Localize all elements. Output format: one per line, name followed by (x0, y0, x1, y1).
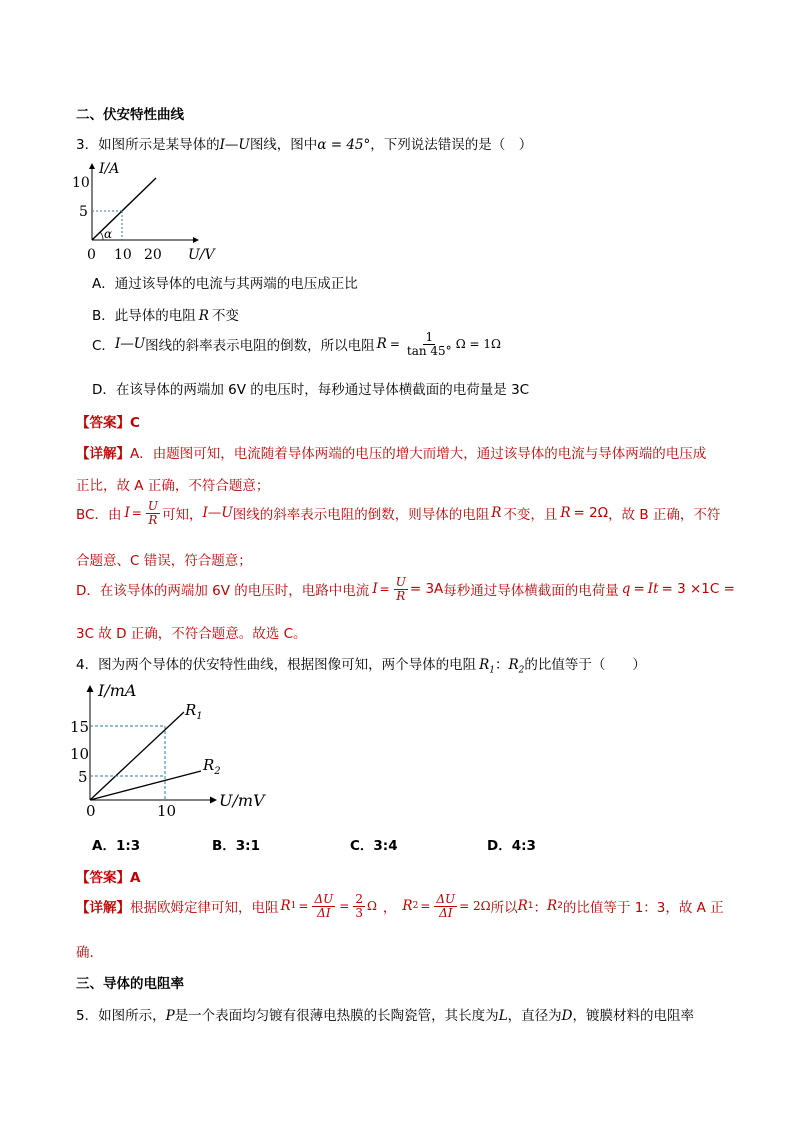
q4-detail1-R2: R (402, 898, 413, 915)
q3-detail-text1: A．由题图可知，电流随着导体两端的电压的增大而增大，通过该导体的电流与导体两端的电压成 (130, 446, 707, 462)
q3-detail5-num: U (395, 575, 406, 589)
q4-y-label: I/mA (98, 681, 137, 700)
q3-x-tick-20: 20 (144, 247, 162, 263)
q3-detail-line2: 正比，故 A 正确，不符合题意； (76, 478, 270, 494)
q4-detail1-comma: ， (382, 900, 397, 917)
q5-stem-mid2: ，直径为 (507, 1008, 562, 1024)
q3-detail5-eq2: = (633, 581, 645, 598)
q3-detail3-post: ，故 B 正确，不符 (608, 507, 721, 524)
q3-detail5-pre: D．在该导体的两端加 6V 的电压时，电路中电流 (76, 583, 370, 600)
q3-angle-arc (100, 232, 103, 240)
q3-option-c-iu: I—U (114, 336, 146, 353)
q4-answer-value: A (130, 870, 141, 886)
q4-detail1-n: 2 (355, 892, 363, 906)
q4-detail1-colon: ： (533, 900, 548, 917)
q4-stem-colon: ： (495, 657, 509, 673)
q3-detail5-mid: 每秒通过导体横截面的电荷量 (443, 583, 619, 600)
q5-stem-post: ，镀膜材料的电阻率 (572, 1008, 694, 1024)
q3-detail3-num: U (147, 499, 158, 513)
section-title-2: 二、伏安特性曲线 (76, 107, 184, 123)
q3-option-c-R: R (376, 336, 387, 353)
q4-detail1-mid: 所以 (490, 900, 518, 917)
q4-r1-line (90, 712, 184, 800)
q4-detail1-R1b-sub: 1 (527, 901, 534, 912)
q3-y-tick-5: 5 (79, 204, 88, 220)
q3-detail5-val: = 3A (409, 581, 444, 598)
q3-detail3-iu: I—U (202, 505, 233, 522)
q3-detail3-pre: BC．由 (76, 507, 122, 524)
q3-detail-line4: 合题意、C 错误，符合题意； (76, 553, 252, 569)
q5-stem-pre: 5．如图所示， (76, 1008, 166, 1024)
q3-option-c-mid: 图线的斜率表示电阻的倒数，所以电阻 (145, 338, 375, 355)
q3-detail5-q: q (621, 581, 631, 598)
q3-detail5-post: = 3 ×1C = (661, 581, 735, 598)
q4-option-d: D．4:3 (487, 838, 536, 854)
section-title-3: 三、导体的电阻率 (76, 976, 184, 992)
q3-detail5-den: R (396, 588, 406, 603)
q4-detail1-dU2: ΔU (436, 892, 456, 906)
q4-r1-label: $R_1$ (185, 701, 203, 722)
q4-stem-R2: R (508, 657, 519, 673)
q4-detail1-frac1 (312, 893, 335, 919)
q4-detail1-pre: 根据欧姆定律可知，电阻 (130, 900, 279, 917)
q3-option-c-eq: = (389, 337, 400, 352)
q3-detail5-It: It (647, 581, 659, 598)
q4-detail1-dI: ΔI (317, 905, 331, 920)
q3-detail-line5 (76, 576, 735, 602)
q4-detail-label: 【详解】 (76, 900, 130, 917)
q3-stem-pre: 3．如图所示是某导体的 (76, 137, 220, 153)
q4-answer (76, 866, 140, 886)
q3-detail3-fraction (146, 500, 160, 526)
q3-stem (76, 133, 532, 153)
q4-stem-R1-sub: 1 (489, 665, 495, 676)
q4-option-a: A．1:3 (92, 838, 141, 854)
q3-detail3-den: R (148, 512, 158, 527)
q3-x-label: U/V (188, 247, 215, 263)
q4-detail1-R1-sub: 1 (290, 901, 297, 912)
q3-detail5-fraction (394, 576, 408, 602)
q3-angle-label: α (104, 227, 113, 241)
q4-answer-label: 【答案】 (76, 870, 130, 886)
q3-x-tick-0: 0 (87, 247, 96, 263)
q4-y-tick-15: 15 (70, 718, 90, 736)
q3-stem-alpha: α = 45° (317, 137, 371, 153)
q4-detail1-unit: Ω (366, 899, 377, 914)
q3-detail3-mid: 可知， (161, 507, 203, 524)
q4-detail1-R1: R (280, 898, 291, 915)
q3-option-c-pre: C． (92, 338, 115, 355)
q4-detail1-frac2 (353, 893, 365, 919)
q4-stem-R2-sub: 2 (518, 665, 525, 676)
q4-detail1-R2b-sub: 2 (557, 901, 563, 912)
q3-iu-graph (70, 158, 230, 264)
q3-option-d: D．在该导体的两端加 6V 的电压时，每秒通过导体横截面的电荷量是 3C (92, 382, 530, 398)
q3-option-b-var: R (198, 308, 209, 324)
q3-option-c-den: tan 45° (406, 343, 452, 358)
q3-answer (76, 411, 140, 431)
q3-y-label: I/A (99, 161, 120, 177)
q4-stem-R1: R (479, 657, 490, 673)
q3-option-c-fraction (405, 331, 454, 357)
q4-x-label: U/mV (219, 791, 265, 810)
q3-option-a: A．通过该导体的电流与其两端的电压成正比 (92, 276, 358, 292)
q4-detail1-R2-sub: 2 (412, 901, 419, 912)
q4-detail1-dI2: ΔI (439, 905, 453, 920)
q4-detail1-R1b: R (517, 898, 528, 915)
q4-stem (76, 653, 646, 676)
q4-detail1-val: = 2Ω (459, 899, 491, 914)
q3-detail3-R2: R (560, 505, 571, 522)
q4-x-tick-10: 10 (157, 802, 177, 820)
q3-x-tick-10: 10 (114, 247, 132, 263)
q3-stem-iu: I—U (219, 137, 250, 153)
q4-detail1-frac3 (434, 893, 457, 919)
q4-detail-line2: 确. (76, 945, 94, 961)
q3-option-b-post: 不变 (211, 308, 239, 324)
q3-detail3-R: R (491, 505, 502, 522)
q5-stem (76, 1004, 694, 1024)
q3-option-c (92, 331, 501, 357)
q3-detail-line1 (76, 442, 706, 462)
q4-option-c: C．3:4 (350, 838, 398, 854)
q4-detail1-dU: ΔU (314, 892, 334, 906)
q3-detail5-eq: = (379, 582, 390, 597)
q3-option-b-pre: B．此导体的电阻 (92, 308, 196, 324)
q3-answer-label: 【答案】 (76, 415, 130, 431)
q3-detail-label: 【详解】 (76, 446, 130, 462)
q3-option-c-post: Ω = 1Ω (455, 337, 501, 352)
q3-option-b (92, 304, 239, 324)
q4-detail1-R2b: R (547, 898, 558, 915)
q4-detail-line1 (76, 893, 724, 919)
q3-detail5-I: I (372, 581, 378, 598)
q4-detail1-d: 3 (355, 905, 363, 920)
q3-stem-mid: 图线，图中 (249, 137, 318, 153)
q4-x-tick-0: 0 (86, 802, 96, 820)
q4-y-tick-10: 10 (70, 745, 90, 763)
q5-stem-P: P (165, 1008, 175, 1024)
q4-r2-label: $R_2$ (203, 756, 221, 777)
q4-option-b: B．3:1 (212, 838, 260, 854)
q3-detail3-mid3: 不变，且 (503, 507, 558, 524)
q3-y-tick-10: 10 (72, 175, 90, 191)
q3-detail-line3 (76, 500, 720, 526)
q4-stem-post: 的比值等于（ ） (524, 657, 646, 673)
q4-r2-line (90, 771, 201, 800)
q4-stem-pre: 4．图为两个导体的伏安特性曲线，根据图像可知，两个导体的电阻 (76, 657, 477, 673)
q3-detail-line6: 3C 故 D 正确，不符合题意。故选 C。 (76, 626, 307, 642)
q3-detail3-eq: = (131, 506, 142, 521)
q4-y-tick-5: 5 (78, 768, 88, 786)
q3-detail3-I: I (124, 505, 130, 522)
q4-detail1-eq: = (298, 899, 309, 914)
q4-detail1-eq3: = (420, 899, 431, 914)
q3-detail3-val: = 2Ω (573, 505, 609, 522)
q3-iu-line (92, 178, 156, 240)
q3-option-c-num: 1 (425, 330, 434, 344)
q3-answer-value: C (130, 415, 140, 431)
q4-detail1-post: 的比值等于 1：3，故 A 正 (562, 900, 724, 917)
q4-iu-graph (64, 678, 284, 823)
q3-stem-post: ，下列说法错误的是（ ） (370, 137, 533, 153)
q3-detail3-mid2: 图线的斜率表示电阻的倒数，则导体的电阻 (232, 507, 490, 524)
q4-detail1-eq2: = (339, 899, 350, 914)
q5-stem-L: L (498, 1008, 508, 1024)
q5-stem-mid: 是一个表面均匀镀有很薄电热膜的长陶瓷管，其长度为 (174, 1008, 499, 1024)
q5-stem-D: D (561, 1008, 573, 1024)
